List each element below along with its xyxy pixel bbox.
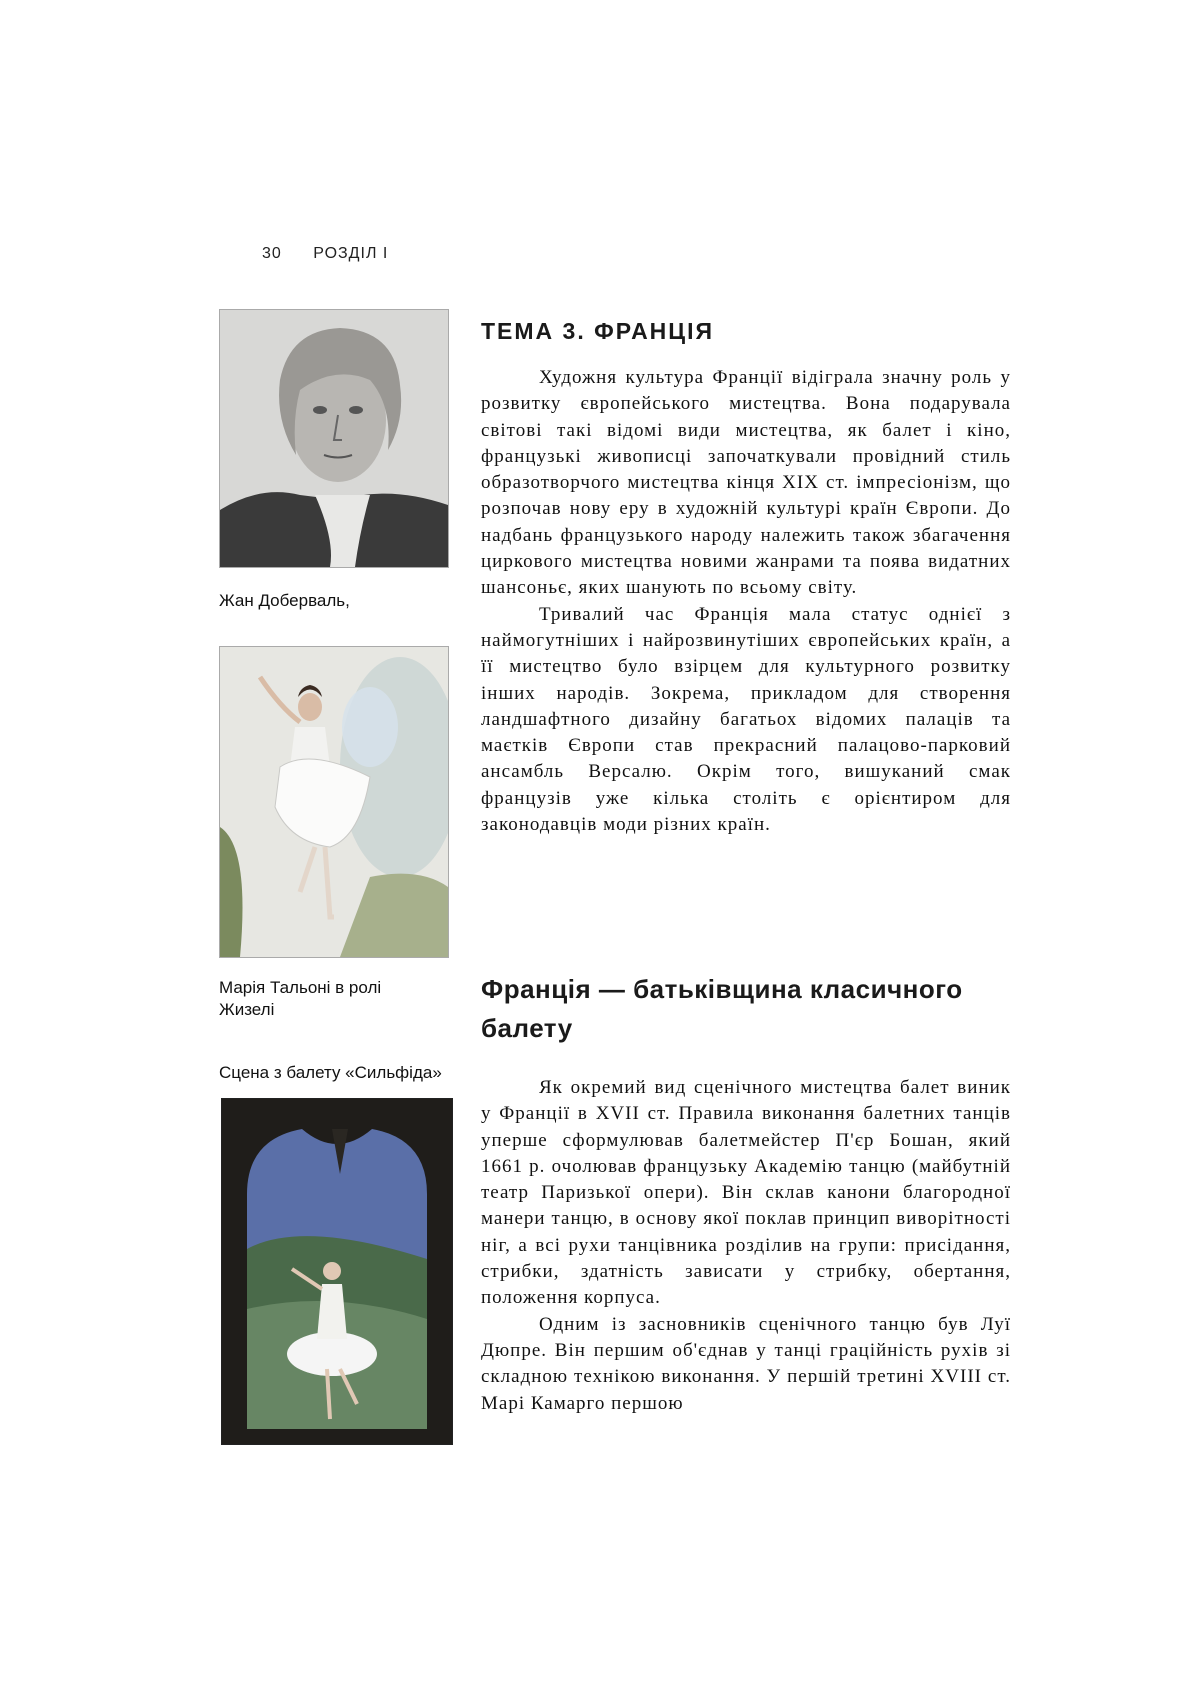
paragraph: Як окремий вид сценічного мистецтва балет виник у Франції в XVII ст. Правила виконання балетних танців уперше сформулював балетмейстер П'єр Бошан, який 1661 р. очолював французьку Академію танцю (майбутній театр Паризької опери). Він склав канони благородної манери танцю, в основу якої поклав принцип виворітності ніг, а всі рухи танцівника розділив на групи: присідання, стрибки, здатність зависати у стрибку, обертання, положення корпуса. [481,1077,1011,1309]
section-label: РОЗДІЛ І [313,245,389,262]
portrait-image [219,309,449,568]
page-number: 30 [262,245,282,262]
sylphide-scene-image [221,1098,453,1445]
topic-title: ТЕМА 3. ФРАНЦІЯ [481,318,715,344]
caption-giselle: Марія Тальоні в ролі Жизелі [219,978,382,1019]
caption-portrait: Жан Доберваль, [219,591,350,610]
section-title: Франція — батьківщина класичного балету [481,974,963,1043]
ballerina-giselle-image [219,646,449,958]
paragraph: Художня культура Франції відіграла значну роль у розвитку європейського мистецтва. Вона подарувала світові такі відомі види мистецтва, як балет і кіно, французькі живописці започаткували провідний стиль образотворчого мистецтва кінця XIX ст. імпресіонізм, що розпочав нову еру в художній культурі країн Європи. До надбань французького народу належить також збагачення циркового мистецтва новими жанрами та поява видатних шансоньє, яких шанують по всьому світу. [481,367,1011,599]
paragraph: Одним із засновників сценічного танцю був Луї Дюпре. Він першим об'єднав у танці граційність рухів зі складною технікою виконання. У першій третині XVIII ст. Марі Камарго першою [481,1313,1011,1414]
page-header [262,245,388,263]
topic-body [481,365,1011,838]
paragraph: Тривалий час Франція мала статус однієї з наймогутніших і найрозвинутіших європейських країн, а її мистецтво було взірцем для культурного розвитку інших народів. Зокрема, прикладом для створення ландшафтного дизайну багатьох відомих палаців та маєтків Європи став прекрасний палацово-парковий ансамбль Версалю. Окрім того, вишуканий смак французів уже кілька століть є орієнтиром для законодавців моди різних країн. [481,603,1011,836]
section-body [481,1075,1011,1417]
caption-sylphide: Сцена з балету «Сильфіда» [219,1063,442,1082]
